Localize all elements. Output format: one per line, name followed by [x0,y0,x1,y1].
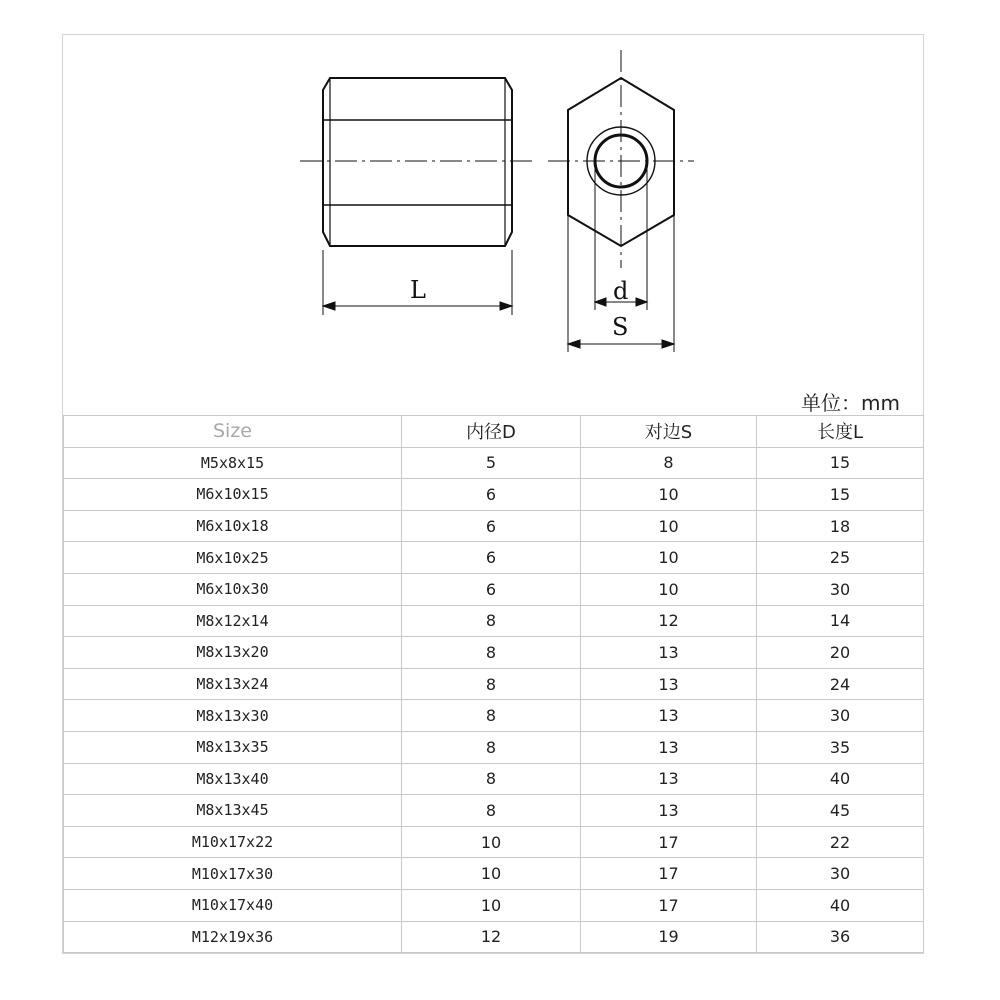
cell-across-flats: 10 [581,573,757,605]
spec-table [63,415,924,953]
cell-across-flats: 10 [581,542,757,574]
table-row [64,605,924,637]
cell-across-flats: 13 [581,668,757,700]
cell-size: M6x10x30 [64,573,402,605]
table-row [64,858,924,890]
length-label: L [410,276,426,304]
header-size: Size [64,416,402,448]
cell-size: M8x13x35 [64,731,402,763]
technical-drawing [0,0,1000,380]
cell-across-flats: 8 [581,447,757,479]
cell-size: M12x19x36 [64,921,402,953]
cell-size: M8x13x20 [64,637,402,669]
table-row [64,479,924,511]
across-flats-label: S [612,313,629,341]
cell-length: 36 [757,921,924,953]
table-row [64,921,924,953]
cell-across-flats: 10 [581,479,757,511]
table-row [64,763,924,795]
cell-size: M8x13x45 [64,795,402,827]
cell-length: 40 [757,763,924,795]
cell-length: 30 [757,573,924,605]
table-row [64,668,924,700]
cell-across-flats: 10 [581,510,757,542]
cell-across-flats: 13 [581,731,757,763]
cell-length: 22 [757,826,924,858]
header-inner-diameter: 内径D [402,416,581,448]
cell-size: M8x12x14 [64,605,402,637]
table-row [64,542,924,574]
cell-size: M5x8x15 [64,447,402,479]
cell-length: 30 [757,700,924,732]
cell-inner-diameter: 8 [402,637,581,669]
cell-inner-diameter: 5 [402,447,581,479]
cell-across-flats: 17 [581,889,757,921]
cell-inner-diameter: 8 [402,763,581,795]
table-row [64,889,924,921]
cell-inner-diameter: 6 [402,573,581,605]
table-row [64,826,924,858]
cell-inner-diameter: 10 [402,889,581,921]
cell-size: M6x10x18 [64,510,402,542]
cell-across-flats: 12 [581,605,757,637]
table-row [64,700,924,732]
table-row [64,573,924,605]
cell-length: 20 [757,637,924,669]
header-across-flats: 对边S [581,416,757,448]
cell-length: 30 [757,858,924,890]
cell-across-flats: 13 [581,795,757,827]
cell-across-flats: 13 [581,700,757,732]
cell-length: 45 [757,795,924,827]
cell-inner-diameter: 8 [402,795,581,827]
table-row [64,637,924,669]
table-header-row [64,416,924,448]
cell-inner-diameter: 10 [402,826,581,858]
cell-inner-diameter: 12 [402,921,581,953]
table-row [64,731,924,763]
cell-across-flats: 19 [581,921,757,953]
cell-size: M8x13x40 [64,763,402,795]
cell-length: 15 [757,479,924,511]
cell-length: 35 [757,731,924,763]
cell-inner-diameter: 6 [402,542,581,574]
cell-size: M10x17x30 [64,858,402,890]
cell-length: 15 [757,447,924,479]
cell-length: 25 [757,542,924,574]
unit-note: 单位：mm [801,391,900,415]
header-length: 长度L [757,416,924,448]
cell-inner-diameter: 6 [402,479,581,511]
cell-size: M6x10x15 [64,479,402,511]
cell-across-flats: 13 [581,637,757,669]
cell-inner-diameter: 8 [402,668,581,700]
cell-inner-diameter: 6 [402,510,581,542]
cell-across-flats: 17 [581,858,757,890]
cell-size: M10x17x22 [64,826,402,858]
inner-diameter-label: d [613,277,629,305]
cell-inner-diameter: 8 [402,700,581,732]
end-view [548,50,694,352]
cell-size: M6x10x25 [64,542,402,574]
cell-size: M8x13x24 [64,668,402,700]
table-row [64,447,924,479]
cell-inner-diameter: 8 [402,731,581,763]
cell-inner-diameter: 8 [402,605,581,637]
cell-size: M10x17x40 [64,889,402,921]
cell-size: M8x13x30 [64,700,402,732]
table-row [64,510,924,542]
cell-length: 18 [757,510,924,542]
cell-inner-diameter: 10 [402,858,581,890]
table-row [64,795,924,827]
cell-across-flats: 13 [581,763,757,795]
cell-length: 24 [757,668,924,700]
cell-length: 40 [757,889,924,921]
cell-across-flats: 17 [581,826,757,858]
cell-length: 14 [757,605,924,637]
